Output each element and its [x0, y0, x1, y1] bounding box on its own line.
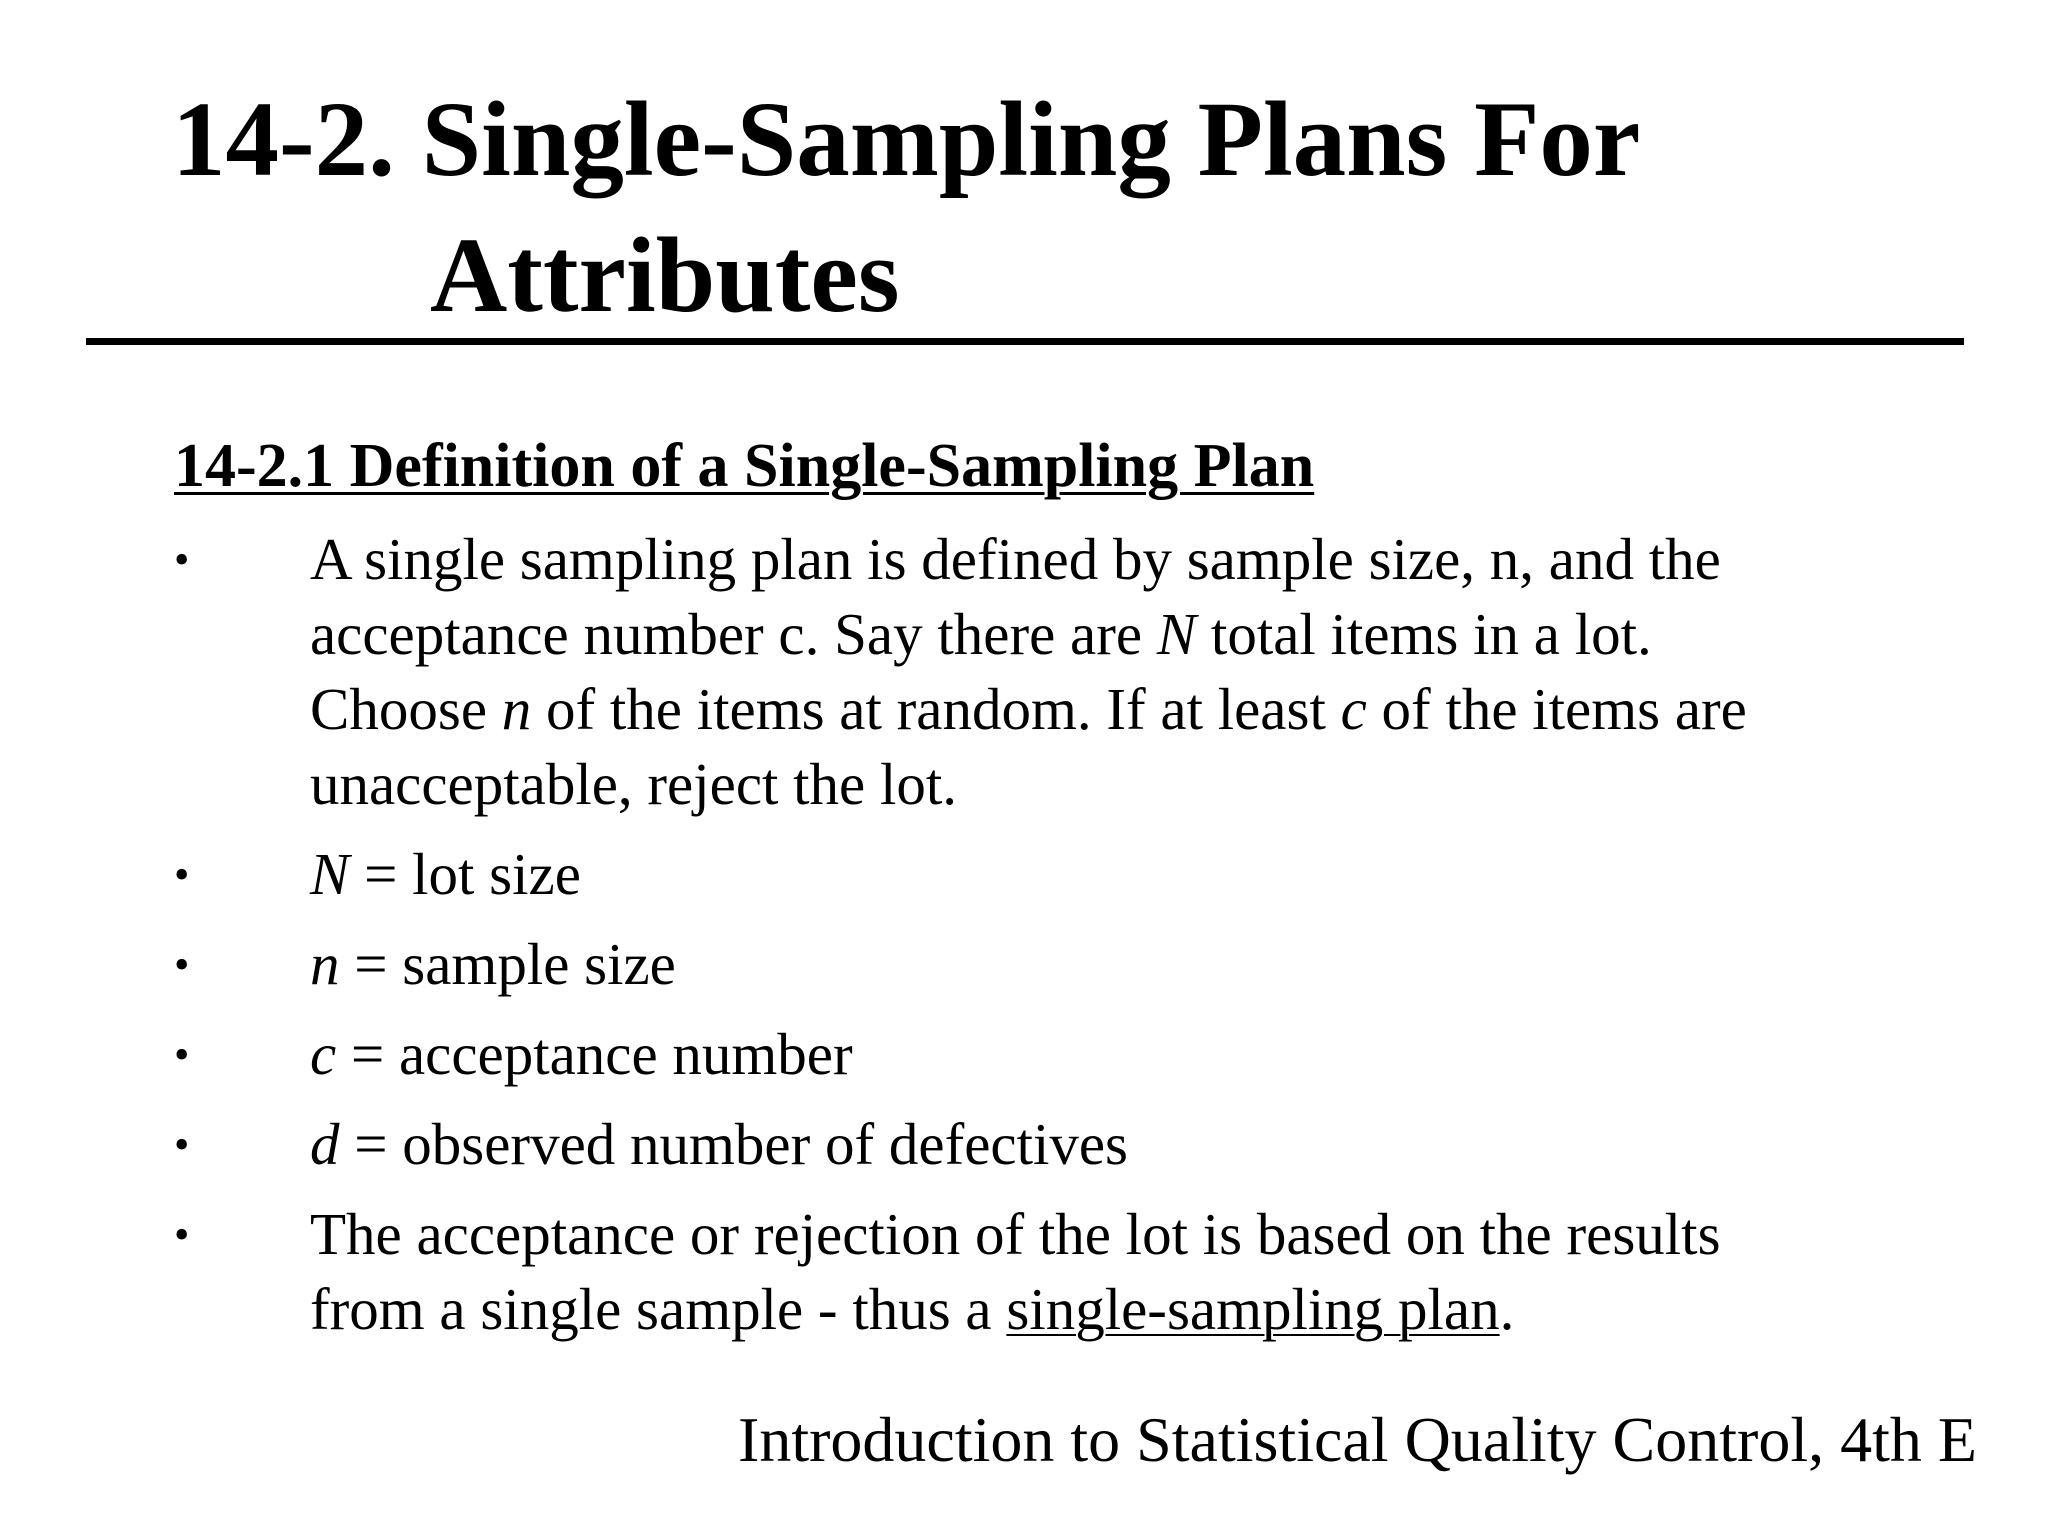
text-run: Choose — [310, 676, 502, 742]
text-run: of the items are — [1366, 676, 1747, 742]
bullet-item-acceptance-basis — [0, 1197, 1890, 1347]
title-divider — [86, 338, 1964, 345]
variable-c: c — [1340, 676, 1367, 742]
text-run: = sample size — [339, 931, 676, 997]
text-line — [310, 597, 1890, 672]
bullet-icon: • — [174, 850, 190, 899]
bullet-item-sample-size — [0, 927, 1890, 1002]
variable-n: n — [501, 676, 532, 742]
bullet-icon: • — [174, 1210, 190, 1259]
text-line: A single sampling plan is defined by sample size, n, and the — [310, 526, 1721, 592]
variable-n: n — [310, 931, 340, 997]
bullet-text — [310, 522, 1890, 822]
bullet-icon: • — [174, 1030, 190, 1079]
bullet-text — [310, 1111, 1128, 1177]
text-line — [310, 1272, 1890, 1347]
text-run: = lot size — [349, 841, 581, 907]
bullet-text — [310, 1021, 853, 1087]
footer-book-title: Introduction to Statistical Quality Control, 4th E — [738, 1404, 1977, 1475]
text-run: total items in a lot. — [1196, 601, 1652, 667]
title-line-1: 14-2. Single-Sampling Plans For — [172, 81, 1641, 199]
bullet-text — [310, 1197, 1890, 1347]
bullet-item-defectives — [0, 1107, 1890, 1182]
text-line — [310, 672, 1890, 747]
text-run: = acceptance number — [336, 1021, 853, 1087]
section-heading: 14-2.1 Definition of a Single-Sampling Plan — [174, 432, 1315, 500]
bullet-text — [310, 841, 581, 907]
text-line: unacceptable, reject the lot. — [310, 751, 958, 817]
bullet-item-definition — [0, 522, 1890, 822]
text-line: The acceptance or rejection of the lot is based on the results — [310, 1201, 1721, 1267]
title-line-2: Attributes — [430, 217, 900, 335]
variable-d: d — [310, 1111, 340, 1177]
text-run: . — [1499, 1276, 1515, 1342]
bullet-icon: • — [174, 1120, 190, 1169]
bullet-item-acceptance-number — [0, 1017, 1890, 1092]
text-run: of the items at random. If at least — [531, 676, 1341, 742]
text-run: from a single sample - thus a — [310, 1276, 1007, 1342]
variable-N: N — [310, 841, 350, 907]
bullet-icon: • — [174, 535, 190, 584]
bullet-list — [0, 522, 2048, 1362]
slide-title — [172, 72, 1932, 344]
variable-c: c — [310, 1021, 337, 1087]
text-run: acceptance number c. Say there are — [310, 601, 1157, 667]
text-run: = observed number of defectives — [339, 1111, 1129, 1177]
bullet-item-lot-size — [0, 837, 1890, 912]
bullet-icon: • — [174, 940, 190, 989]
bullet-text — [310, 931, 676, 997]
variable-N: N — [1156, 601, 1197, 667]
single-sampling-plan-term: single-sampling plan — [1006, 1276, 1500, 1342]
